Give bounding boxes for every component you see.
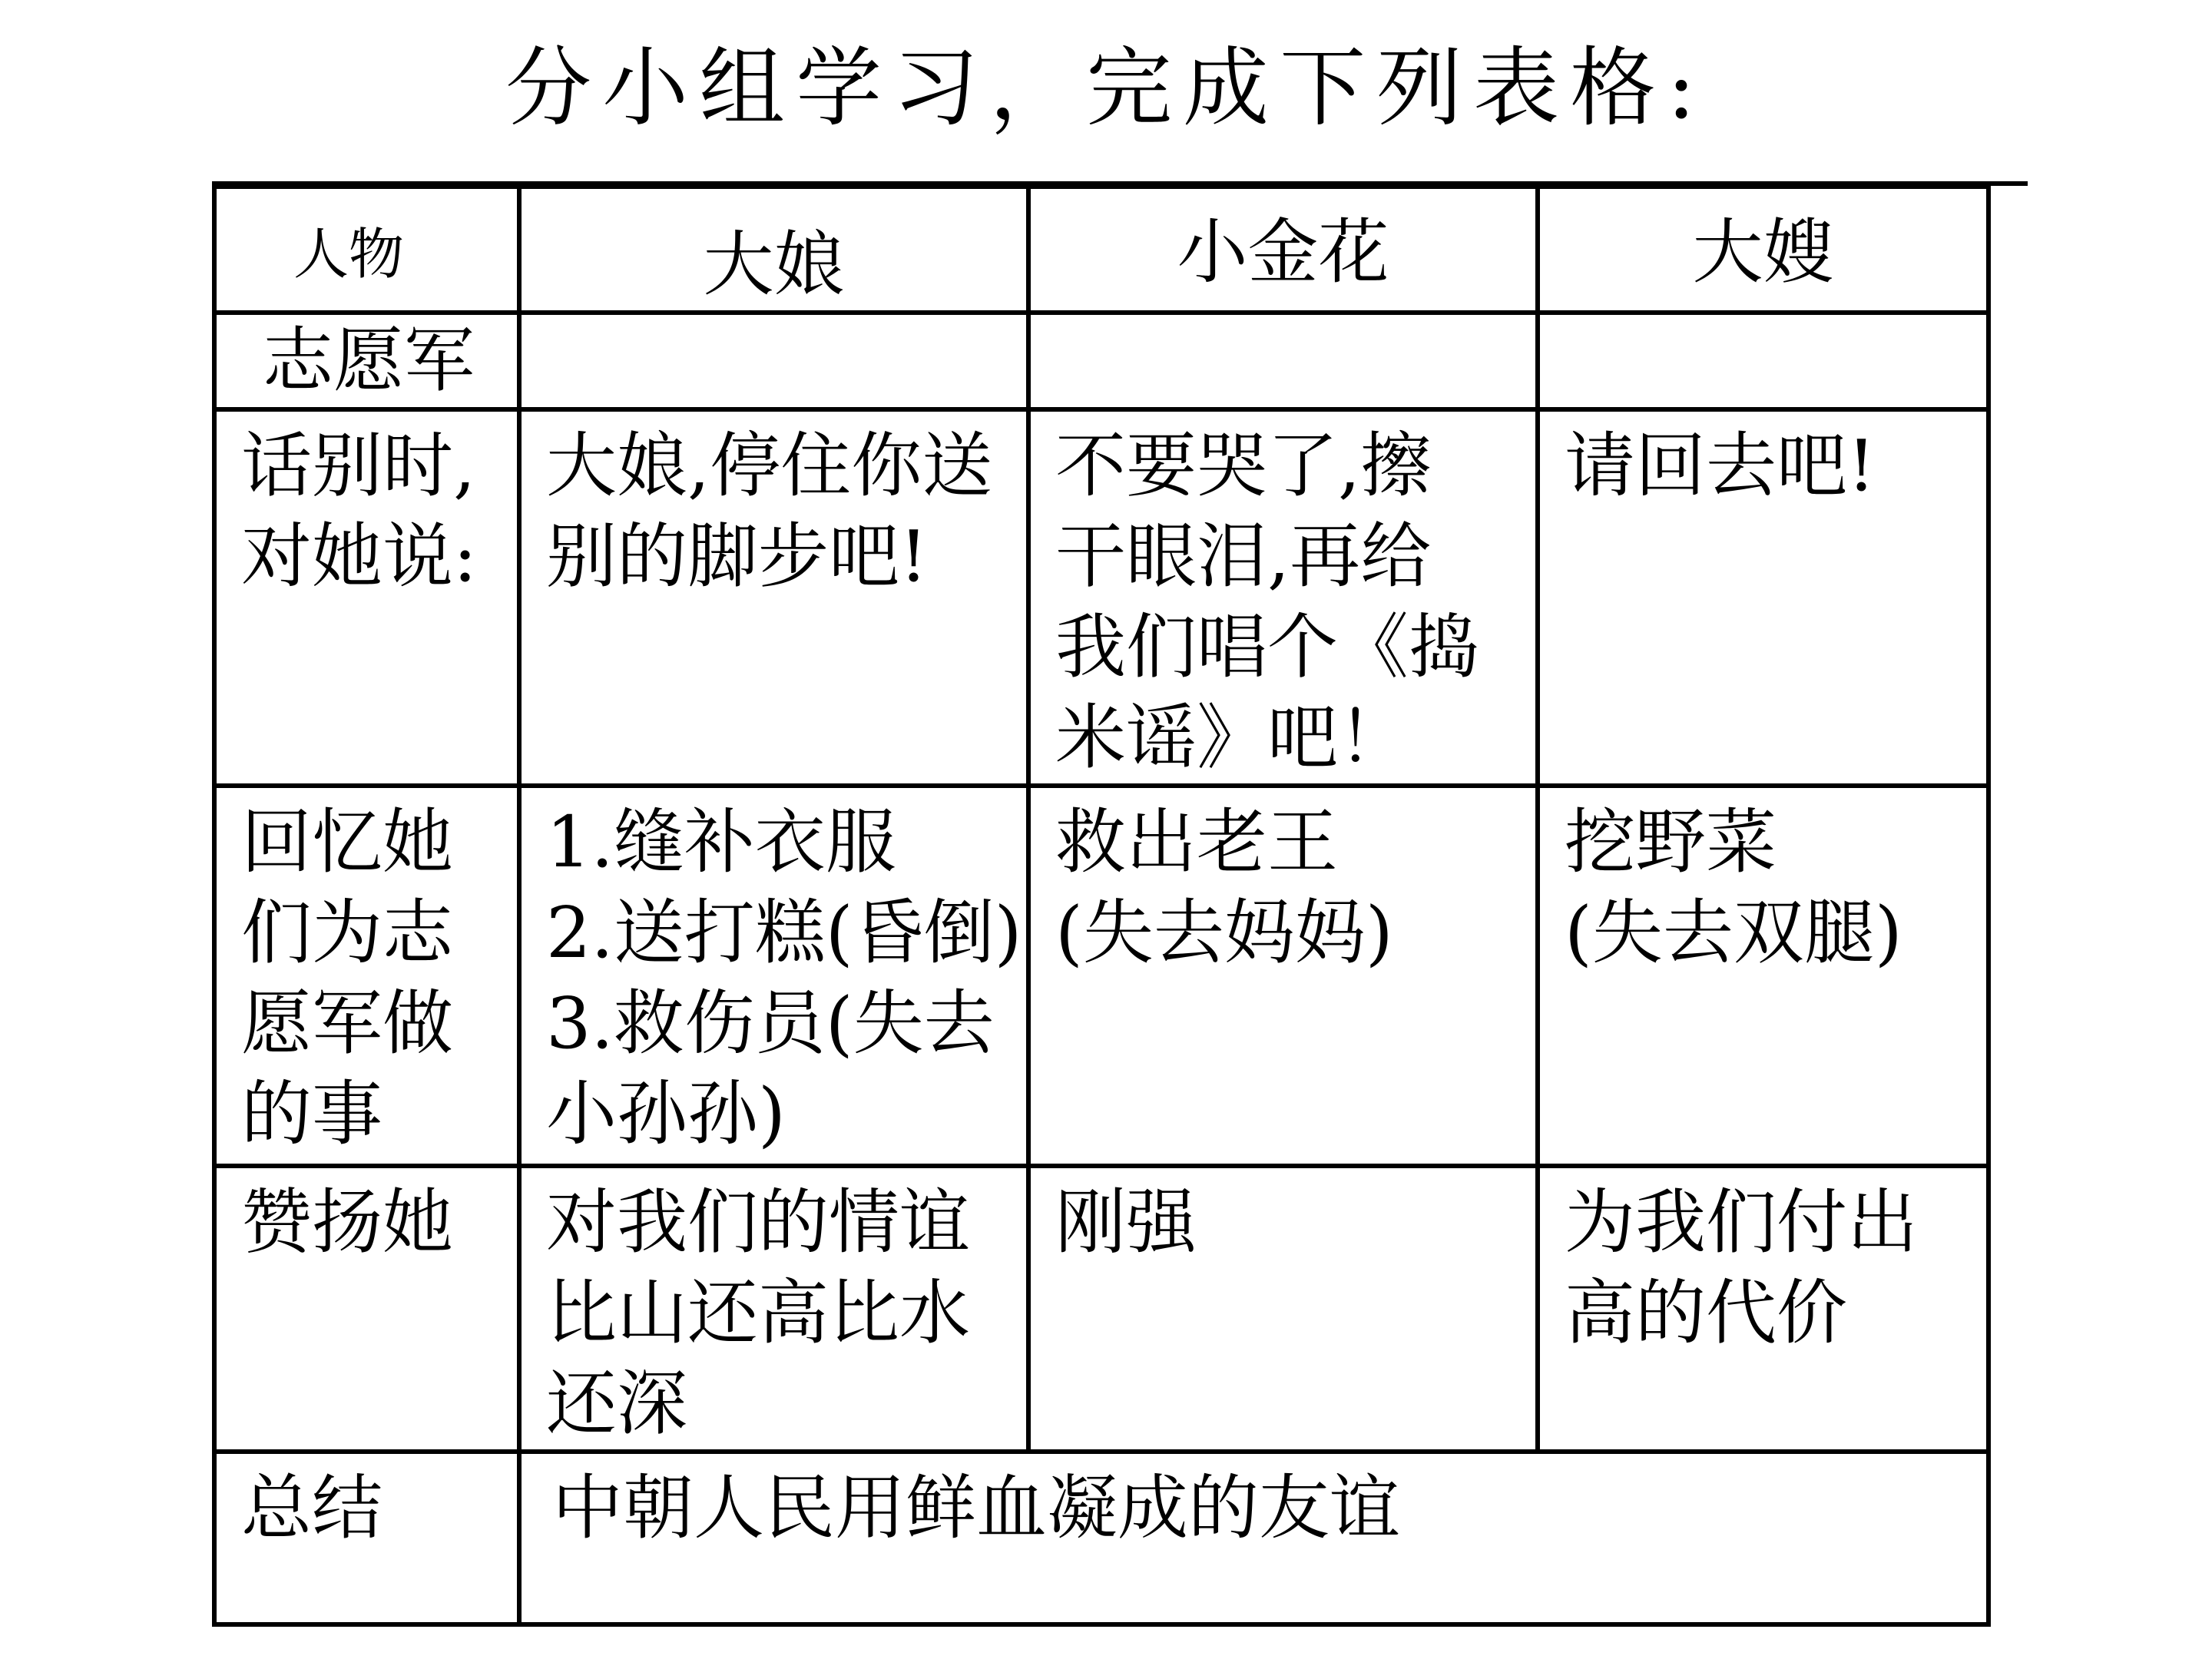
summary-table-container [212,184,1986,1627]
cell-text-line: 别的脚步吧! [546,515,928,598]
header-label-cell: 人物 [214,187,519,313]
table-row-summary [214,1452,1988,1624]
table-row-deeds [214,786,1988,1166]
row-label-line: 话别时, [241,425,476,507]
cell-text-line: 救出老王 [1055,801,1339,883]
row-label-line: 们为志 [241,892,454,974]
praise-label-cell [214,1166,519,1452]
summary-label-cell: 总结 [214,1452,519,1624]
table-row-farewell-words [214,409,1988,786]
cell-text-line: 挖野菜 [1565,801,1777,883]
cell-text-line: 3.救伤员(失去 [546,982,995,1065]
summary-table [212,184,1991,1627]
volunteer-label-cell: 志愿军 [214,313,519,409]
praise-cell-daniang [519,1166,1028,1452]
table-header-row [214,187,1988,313]
cell-text-line: 小孙孙) [546,1073,786,1155]
deeds-cell-daniang [519,786,1028,1166]
cell-text-line: 米谣》吧！ [1055,697,1409,779]
row-label-line: 的事 [241,1073,383,1155]
row-label-line: 对她说: [241,515,477,598]
deeds-cell-xiaojinhua [1028,786,1538,1166]
volunteer-cell-daniang [519,313,1028,409]
cell-text-line: 我们唱个《捣 [1055,606,1480,688]
deeds-label-cell [214,786,519,1166]
cell-text-line: 刚强 [1055,1181,1197,1263]
row-label-line: 回忆她 [241,801,454,883]
cell-text-line: 比山还高比水 [546,1272,971,1354]
cell-text-line: 大娘,停住你送 [546,425,993,507]
cell-text-line: (失去妈妈) [1055,892,1393,974]
header-person-dasao: 大嫂 [1538,187,1988,313]
cell-text-line: (失去双腿) [1565,892,1902,974]
cell-text-line: 1.缝补衣服 [546,801,896,883]
farewell-label-cell [214,409,519,786]
header-person-daniang: 大娘 [519,187,1028,313]
cell-text-line: 高的代价 [1565,1272,1848,1354]
farewell-cell-daniang [519,409,1028,786]
praise-cell-dasao [1538,1166,1988,1452]
table-row-praise [214,1166,1988,1452]
cell-text-line: 干眼泪,再给 [1055,515,1432,598]
volunteer-cell-xiaojinhua [1028,313,1538,409]
row-label-line: 赞扬她 [241,1181,454,1263]
summary-value-cell: 中朝人民用鲜血凝成的友谊 [519,1452,1988,1624]
cell-text-line: 为我们付出 [1565,1181,1919,1263]
page-title: 分小组学习，完成下列表格: [505,38,1707,138]
praise-cell-xiaojinhua [1028,1166,1538,1452]
row-label-line: 愿军做 [241,982,454,1065]
cell-text-line: 还深 [546,1363,688,1445]
deeds-cell-dasao [1538,786,1988,1166]
farewell-cell-dasao [1538,409,1988,786]
volunteer-cell-dasao [1538,313,1988,409]
cell-text-line: 不要哭了,擦 [1055,425,1432,507]
cell-text-line: 请回去吧! [1565,425,1876,507]
table-row-volunteer [214,313,1988,409]
header-person-xiaojinhua: 小金花 [1028,187,1538,313]
farewell-cell-xiaojinhua [1028,409,1538,786]
cell-text-line: 2.送打糕(昏倒) [546,892,1022,974]
cell-text-line: 对我们的情谊 [546,1181,971,1263]
